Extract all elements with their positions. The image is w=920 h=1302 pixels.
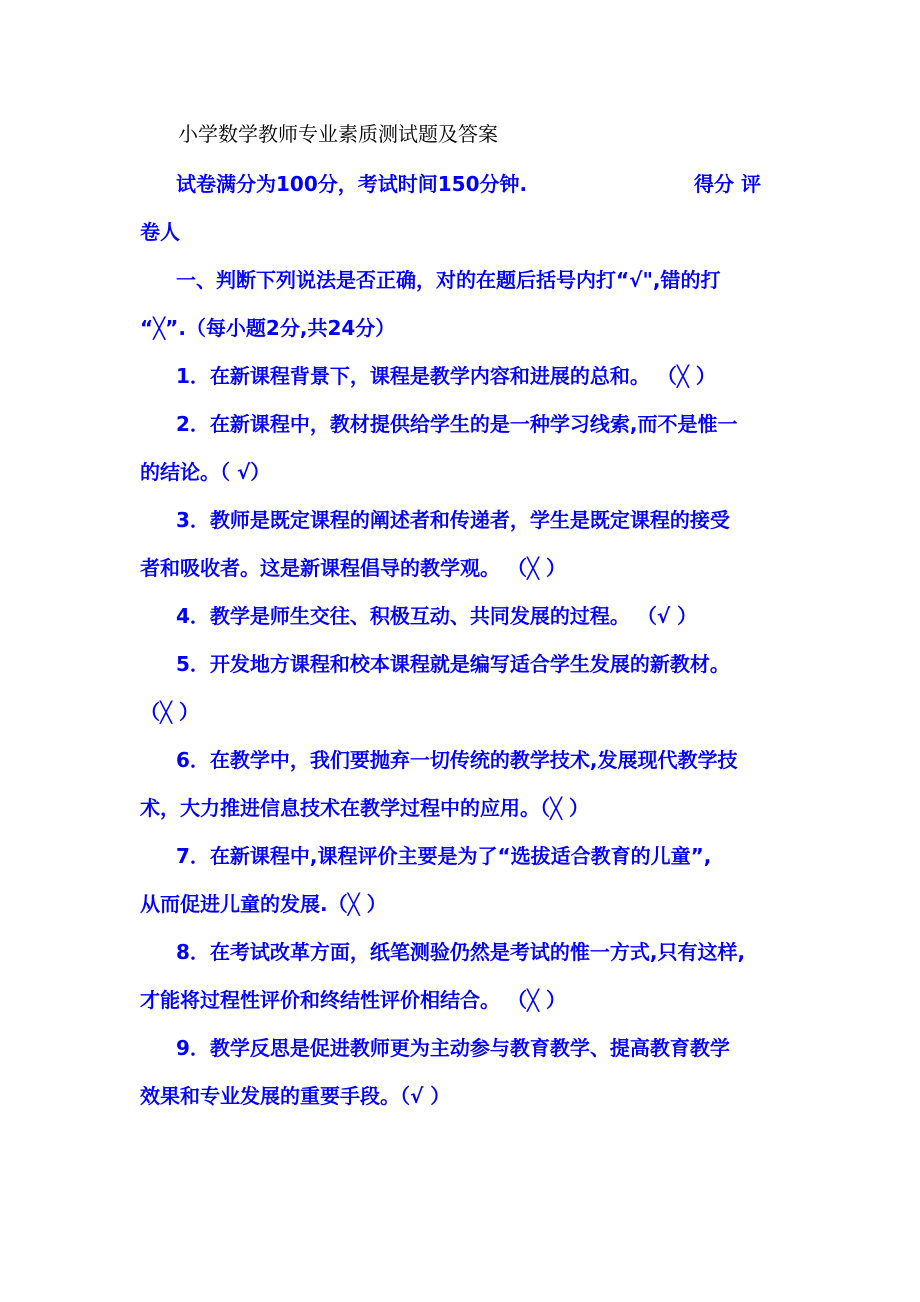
question-7-line-2: 从而促进儿童的发展.（╳ ）: [140, 892, 387, 916]
section-heading-line-2: “╳”.（每小题2分,共24分）: [140, 316, 396, 340]
section-heading-line-1: 一、判断下列说法是否正确，对的在题后括号内打“√",错的打: [176, 268, 721, 292]
question-3-line-1: 3．教师是既定课程的阐述者和传递者，学生是既定课程的接受: [176, 508, 730, 532]
question-9-line-1: 9．教学反思是促进教师更为主动参与教育教学、提高教育教学: [176, 1036, 730, 1060]
document-title: 小学数学教师专业素质测试题及答案: [178, 122, 498, 146]
score-label-continued: 卷人: [140, 220, 180, 244]
question-5-line-1: 5．开发地方课程和校本课程就是编写适合学生发展的新教材。: [176, 652, 730, 676]
exam-info: 试卷满分为100分，考试时间150分钟.: [176, 172, 528, 196]
question-2-line-2: 的结论。（ √）: [140, 460, 271, 484]
question-3-line-2: 者和吸收者。这是新课程倡导的教学观。 （╳ ）: [140, 556, 566, 580]
question-1-line-1: 1．在新课程背景下，课程是教学内容和进展的总和。 （╳ ）: [176, 364, 716, 388]
question-8-line-2: 才能将过程性评价和终结性评价相结合。 （╳ ）: [140, 988, 566, 1012]
question-6-line-2: 术，大力推进信息技术在教学过程中的应用。（╳ ）: [140, 796, 590, 820]
question-9-line-2: 效果和专业发展的重要手段。（√ ）: [140, 1084, 451, 1108]
question-6-line-1: 6．在教学中，我们要抛弃一切传统的教学技术,发展现代教学技: [176, 748, 738, 772]
score-label: 得分 评: [694, 172, 761, 196]
question-7-line-1: 7．在新课程中,课程评价主要是为了“选拔适合教育的儿童”,: [176, 844, 712, 868]
question-8-line-1: 8．在考试改革方面，纸笔测验仍然是考试的惟一方式,只有这样,: [176, 940, 746, 964]
question-2-line-1: 2．在新课程中，教材提供给学生的是一种学习线索,而不是惟一: [176, 412, 738, 436]
question-4-line-1: 4．教学是师生交往、积极互动、共同发展的过程。 （√ ）: [176, 604, 698, 628]
question-5-line-2: （╳ ）: [140, 700, 200, 724]
